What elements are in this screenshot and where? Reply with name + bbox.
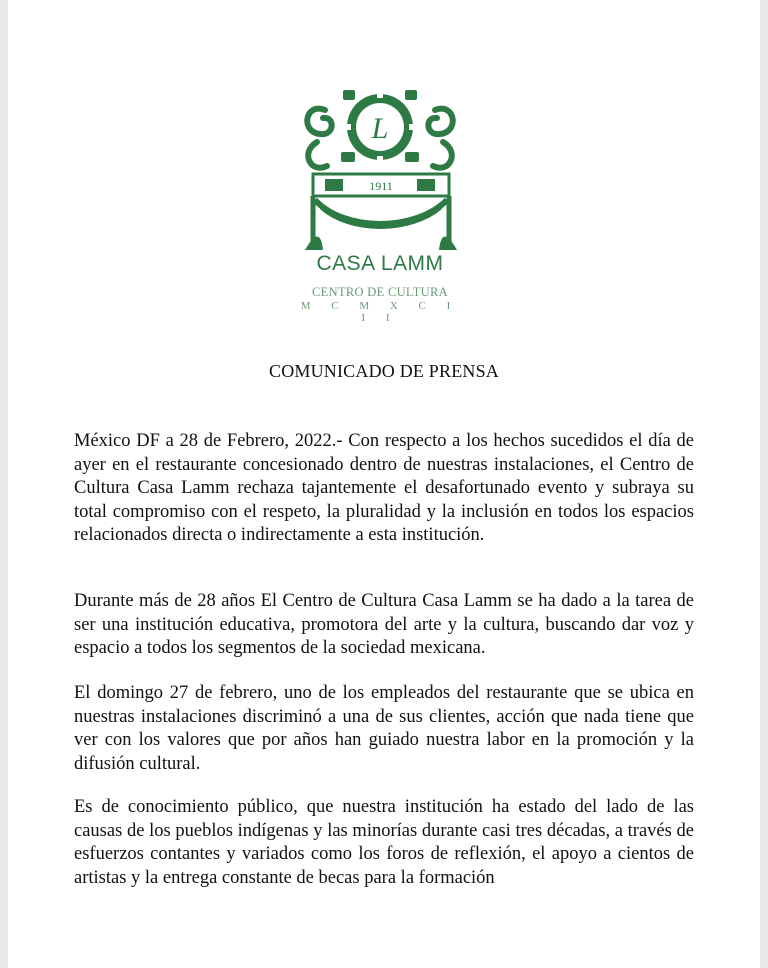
logo-roman-numerals: M C M X C I I I [300, 300, 460, 324]
svg-text:L: L [371, 112, 389, 145]
paragraph: Durante más de 28 años El Centro de Cultura Casa Lamm se ha dado a la tarea de ser una institución educativa, promotora del arte y la cultura, buscando dar voz y espacio a todos los segmentos de la sociedad mexicana. [74, 591, 694, 658]
paragraph: Es de conocimiento público, que nuestra institución ha estado del lado de las causas de los pueblos indígenas y las minorías durante casi tres décadas, a través de esfuerzos contantes y variados como los foros de reflexión, el apoyo a cientos de artistas y la entrega constante de becas para la formación [74, 797, 694, 888]
logo-name: CASA LAMM [316, 252, 444, 275]
casa-lamm-logo [295, 82, 465, 324]
logo-year: 1911 [369, 179, 393, 193]
paragraph: México DF a 28 de Febrero, 2022.- Con respecto a los hechos sucedidos el día de ayer en el restaurante concesionado dentro de nuestras instalaciones, el Centro de Cultura Casa Lamm rechaza tajantemente el desafortunado evento y subraya su total compromiso con el respeto, la pluralidad y la inclusión en todos los espacios relacionados directa o indirectamente a esta institución. [74, 431, 694, 545]
logo-emblem [295, 82, 465, 252]
paragraph: El domingo 27 de febrero, uno de los empleados del restaurante que se ubica en nuestras instalaciones discriminó a una de sus clientes, acción que nada tiene que ver con los valores que por años han guiado nuestra labor en la promoción y la difusión cultural. [74, 683, 694, 774]
logo-subtitle: CENTRO DE CULTURA [312, 285, 448, 299]
document-title: COMUNICADO DE PRENSA [268, 361, 500, 381]
